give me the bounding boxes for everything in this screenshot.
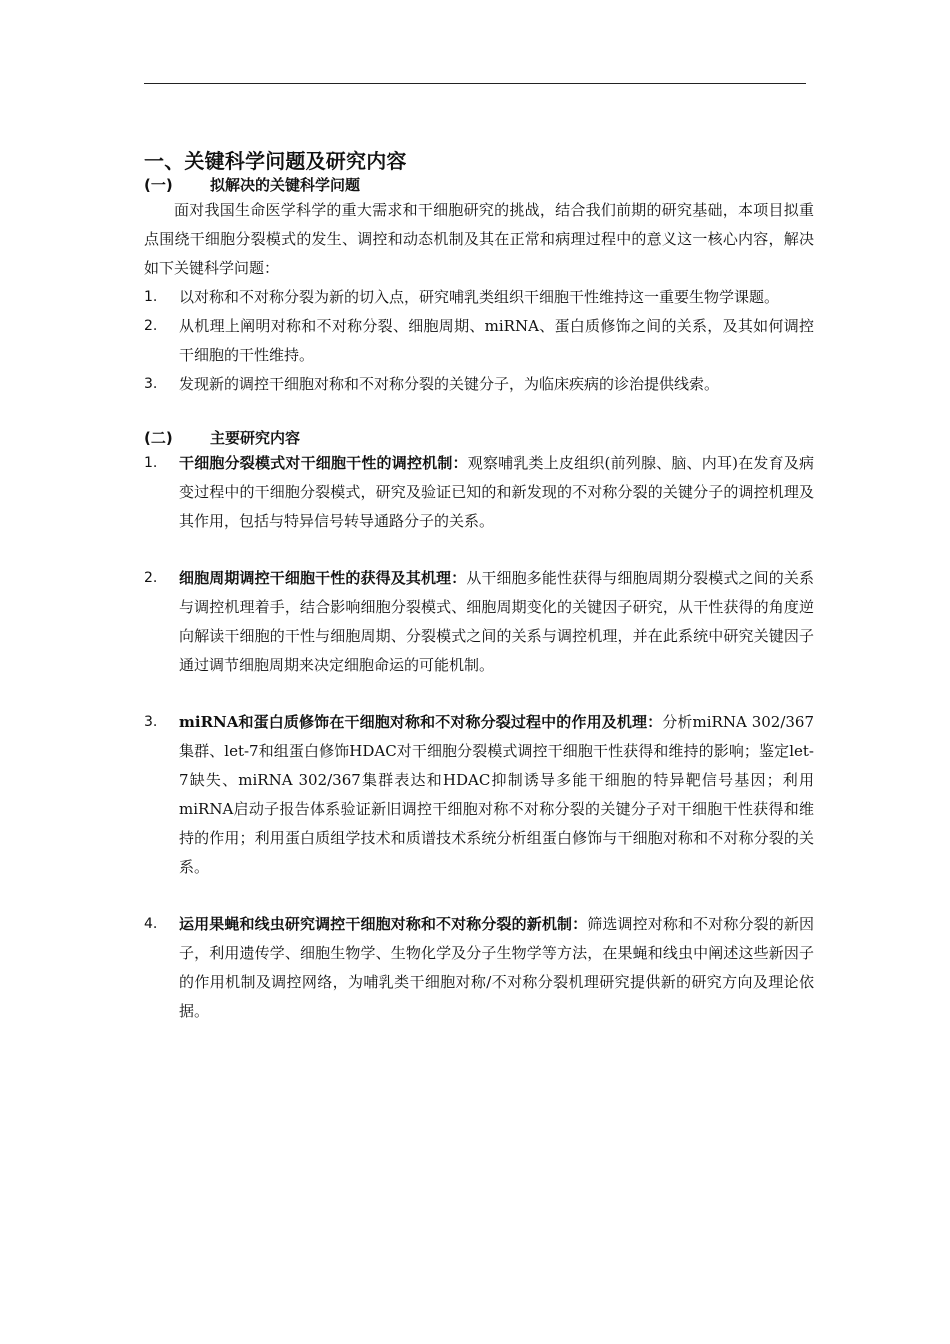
list-item	[144, 283, 814, 312]
item-heading: 运用果蝇和线虫研究调控干细胞对称和不对称分裂的新机制：	[179, 915, 588, 933]
subsection-heading-1	[144, 174, 814, 196]
item-heading: 细胞周期调控干细胞干性的获得及其机理：	[179, 569, 467, 587]
item-text: 以对称和不对称分裂为新的切入点，研究哺乳类组织干细胞干性维持这一重要生物学课题。	[179, 288, 780, 306]
item-number: 4.	[144, 916, 158, 932]
item-text: 分析miRNA 302/367集群、let-7和组蛋白修饰HDAC对干细胞分裂模式调控干细胞干性获得和维持的影响；鉴定let-7缺失、miRNA 302/367集群表达和HDAC抑制诱导多能干细胞的特异靶信号基因；利用miRNA启动子报告体系验证新旧调控干细胞对称不对称分裂的关键分子对干细胞干性获得和维持的作用；利用蛋白质组学技术和质谱技术系统分析组蛋白修饰与干细胞对称和不对称分裂的关系。	[179, 713, 815, 876]
subsection-title: 主要研究内容	[210, 429, 301, 447]
header-rule	[144, 83, 806, 84]
section-title: 一、关键科学问题及研究内容	[144, 149, 407, 173]
key-questions-list	[144, 283, 814, 399]
document-body	[144, 148, 814, 1026]
list-item	[144, 708, 814, 882]
item-text: 从干细胞多能性获得与细胞周期分裂模式之间的关系与调控机理着手，结合影响细胞分裂模式、细胞周期变化的关键因子研究，从干性获得的角度逆向解读干细胞的干性与细胞周期、分裂模式之间的关系与调控机理，并在此系统中研究关键因子通过调节细胞周期来决定细胞命运的可能机制。	[179, 569, 814, 674]
item-number: 1.	[144, 455, 158, 471]
item-text: 观察哺乳类上皮组织(前列腺、脑、内耳)在发育及病变过程中的干细胞分裂模式，研究及验证已知的和新发现的不对称分裂的关键分子的调控机理及其作用，包括与特异信号转导通路分子的关系。	[179, 454, 814, 530]
subsection-number: (二)	[144, 429, 173, 447]
item-text: 发现新的调控干细胞对称和不对称分裂的关键分子，为临床疾病的诊治提供线索。	[179, 375, 720, 393]
item-text: 筛选调控对称和不对称分裂的新因子，利用遗传学、细胞生物学、生物化学及分子生物学等方法，在果蝇和线虫中阐述这些新因子的作用机制及调控网络，为哺乳类干细胞对称/不对称分裂机理研究提供新的研究方向及理论依据。	[179, 915, 814, 1020]
list-item	[144, 910, 814, 1026]
item-number: 2.	[144, 570, 158, 586]
item-text: 从机理上阐明对称和不对称分裂、细胞周期、miRNA、蛋白质修饰之间的关系，及其如何调控干细胞的干性维持。	[179, 317, 814, 364]
item-number: 3.	[144, 376, 158, 392]
list-item	[144, 449, 814, 536]
item-heading: miRNA和蛋白质修饰在干细胞对称和不对称分裂过程中的作用及机理：	[179, 713, 663, 731]
list-item	[144, 312, 814, 370]
item-number: 2.	[144, 318, 158, 334]
item-number: 3.	[144, 714, 158, 730]
item-heading: 干细胞分裂模式对干细胞干性的调控机制：	[179, 454, 468, 472]
intro-paragraph: 面对我国生命医学科学的重大需求和干细胞研究的挑战，结合我们前期的研究基础，本项目拟重点围绕干细胞分裂模式的发生、调控和动态机制及其在正常和病理过程中的意义这一核心内容，解决如下关键科学问题：	[144, 201, 814, 277]
research-content-list	[144, 449, 814, 1026]
list-item	[144, 370, 814, 399]
subsection-number: (一)	[144, 176, 173, 194]
subsection-heading-2	[144, 427, 814, 449]
item-number: 1.	[144, 289, 158, 305]
list-item	[144, 564, 814, 680]
subsection-title: 拟解决的关键科学问题	[210, 176, 361, 194]
